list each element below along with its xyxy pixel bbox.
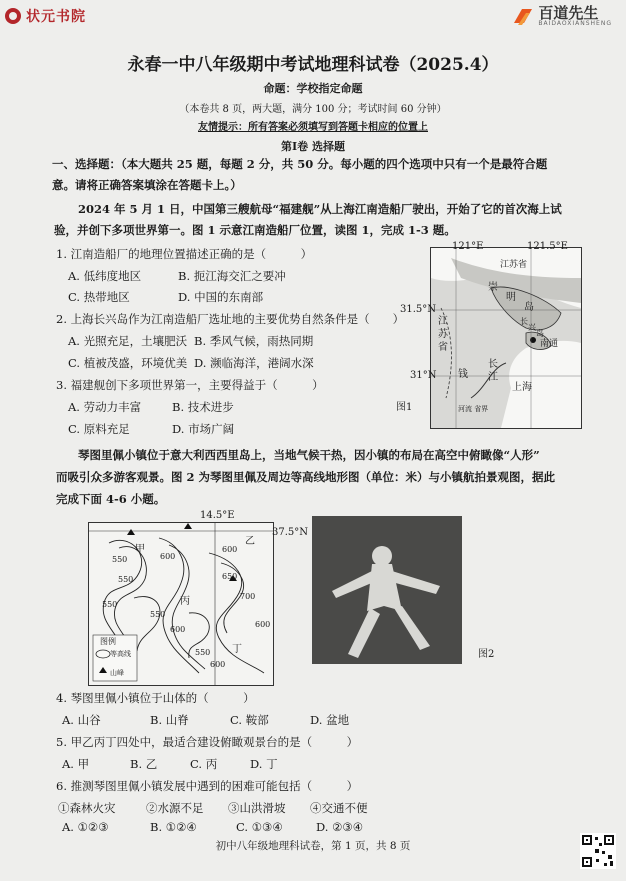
passage1-line1: 2024 年 5 月 1 日，中国第三艘航母“福建舰”从上海江南造船厂驶出，开始了它的首次海上试 (78, 202, 562, 216)
fig2-contour-label-10: 600 (210, 660, 226, 669)
passage2-line2: 而吸引众多游客观景。图 2 为琴图里佩及周边等高线地形图（单位：米）与小镇航拍景观图，据此 (56, 470, 556, 484)
q1-option-c: C. 热带地区 (68, 290, 130, 304)
fig1-label-nantong: 南通 (540, 339, 559, 349)
fig2-point-ding: 丁 (232, 644, 242, 655)
q6-item-2: ②水源不足 (146, 801, 204, 815)
section-intro-line1: 一、选择题：（本大题共 25 题，每题 2 分，共 50 分。每小题的四个选项中只有一个是最符合题 (52, 157, 548, 171)
fig1-label-sheng: 省 (438, 342, 448, 353)
q2-option-c: C. 植被茂盛，环境优美 (68, 356, 188, 370)
fig1-label-chang2: 长 (488, 359, 498, 370)
question-4: 4. 琴图里佩小镇位于山体的（ ） (56, 691, 255, 705)
fig2-contour-label-5: 650 (222, 572, 238, 581)
q5-option-b: B. 乙 (130, 757, 158, 771)
q3-option-c: C. 原料充足 (68, 422, 130, 436)
fig1-label-su: 苏 (438, 329, 448, 340)
fig2-point-yi: 乙 (245, 536, 255, 547)
q3-option-b: B. 技术进步 (172, 400, 234, 414)
q2-option-b: B. 季风气候，雨热同期 (194, 334, 314, 348)
logo-zhuangyuan-icon (4, 7, 22, 25)
fig2-contour-label-1: 550 (112, 555, 128, 564)
fig2-contour-label-8: 600 (170, 625, 186, 634)
q6-option-d: D. ②③④ (316, 820, 364, 834)
fig2-legend-peak: 山峰 (110, 669, 124, 677)
fig2-contour-label-12: 600 (255, 620, 271, 629)
figure-1-map (430, 247, 582, 429)
question-2: 2. 上海长兴岛作为江南造船厂选址地的主要优势自然条件是（ ） (56, 312, 405, 326)
fig2-contour-label-6: 700 (240, 592, 256, 601)
q1-option-b: B. 扼江海交汇之要冲 (178, 269, 286, 283)
q6-option-c: C. ①③④ (236, 820, 283, 834)
fig1-label-shanghai: 上海 (512, 382, 532, 393)
fig2-contour-label-11: 550 (102, 600, 118, 609)
logo-baidao (512, 6, 612, 27)
fig1-legend: 河流 省界 (458, 405, 489, 413)
part-title: 第Ⅰ卷 选择题 (281, 140, 345, 153)
q4-option-d: D. 盆地 (310, 713, 350, 727)
question-1: 1. 江南造船厂的地理位置描述正确的是（ ） (56, 247, 313, 261)
fig1-label-jiang2: 江 (488, 372, 498, 383)
q5-option-a: A. 甲 (62, 757, 90, 771)
q1-option-a: A. 低纬度地区 (68, 269, 142, 283)
fig2-contour-label-9: 550 (195, 648, 211, 657)
fig1-label-jiang: 江 (438, 316, 448, 327)
q2-option-a: A. 光照充足，土壤肥沃 (68, 334, 188, 348)
q6-item-3: ③山洪滑坡 (228, 801, 286, 815)
fig1-label-chong: 崇 (488, 282, 498, 293)
exam-title: 永春一中八年级期中考试地理科试卷（2025.4） (127, 55, 499, 75)
fig2-point-bing: 丙 (180, 596, 190, 607)
qr-code-icon (580, 833, 616, 869)
fig1-label-jiangsu-north: 江苏省 (500, 260, 528, 270)
exam-tip: 友情提示：所有答案必须填写到答题卡相应的位置上 (198, 122, 428, 133)
fig1-label-xing: 兴 (528, 323, 536, 332)
q1-option-d: D. 中国的东南部 (178, 290, 264, 304)
fig2-lat: 37.5°N (272, 527, 309, 538)
fig1-label-ming: 明 (506, 292, 516, 303)
logo-zhuangyuan (4, 6, 86, 26)
q5-option-d: D. 丁 (250, 757, 278, 771)
fig1-label-chang: 长 (520, 317, 528, 326)
question-5: 5. 甲乙丙丁四处中，最适合建设俯瞰观景台的是（ ） (56, 735, 359, 749)
fig1-label-dao2: 岛 (536, 329, 544, 338)
fig1-lon1: 121°E (452, 241, 484, 252)
logo-zhuangyuan-text: 状元书院 (26, 9, 86, 25)
q6-option-b: B. ①②④ (150, 820, 197, 834)
fig2-caption: 图2 (478, 649, 495, 660)
q4-option-b: B. 山脊 (150, 713, 189, 727)
fig1-caption: 图1 (396, 402, 413, 413)
fig2-contour-label-2: 600 (160, 552, 176, 561)
logo-baidao-text: 百道先生 (538, 4, 599, 22)
q3-option-d: D. 市场广阔 (172, 422, 235, 436)
q3-option-a: A. 劳动力丰富 (68, 400, 142, 414)
logo-baidao-icon (512, 7, 534, 27)
logo-baidao-sub: BAIDAOXIANSHENG (538, 20, 612, 27)
q5-option-c: C. 丙 (190, 757, 218, 771)
aerial-photo (312, 516, 462, 664)
fig1-lat1: 31.5°N (400, 304, 437, 315)
passage1-line2: 验，并创下多项世界第一。图 1 示意江南造船厂位置，读图 1，完成 1-3 题。 (54, 223, 456, 237)
qr-code (580, 833, 616, 869)
question-3: 3. 福建舰创下多项世界第一，主要得益于（ ） (56, 378, 324, 392)
fig2-contour-label-3: 550 (118, 575, 134, 584)
fig2-legend-title: 图例 (100, 637, 116, 646)
q4-option-a: A. 山谷 (62, 713, 101, 727)
fig1-lon2: 121.5°E (527, 241, 568, 252)
passage2-line1: 琴图里佩小镇位于意大利西西里岛上，当地气候干热，因小镇的布局在高空中俯瞰像“人形” (78, 448, 540, 462)
figure-1-svg (431, 248, 581, 428)
aerial-photo-svg (312, 516, 462, 664)
fig1-label-qian: 钱 (458, 369, 468, 380)
q6-item-1: ①森林火灾 (58, 801, 116, 815)
fig2-contour-label-7: 550 (150, 610, 166, 619)
exam-meta: （本卷共 8 页，两大题，满分 100 分；考试时间 60 分钟） (179, 104, 447, 115)
fig2-contour-label-4: 600 (222, 545, 238, 554)
fig2-lon: 14.5°E (200, 510, 235, 521)
fig2-legend-contour: 等高线 (110, 650, 131, 658)
fig2-point-jia: 甲 (135, 544, 145, 555)
question-6: 6. 推测琴图里佩小镇发展中遇到的困难可能包括（ ） (56, 779, 359, 793)
passage2-line3: 完成下面 4-6 小题。 (56, 492, 166, 506)
q4-option-c: C. 鞍部 (230, 713, 269, 727)
page-footer: 初中八年级地理科试卷，第 1 页，共 8 页 (215, 840, 411, 852)
q6-item-4: ④交通不便 (310, 801, 368, 815)
exam-subtitle: 命题：学校指定命题 (263, 82, 363, 95)
q6-option-a: A. ①②③ (62, 820, 109, 834)
q2-option-d: D. 濒临海洋，港阔水深 (194, 356, 314, 370)
section-intro-line2: 意。请将正确答案填涂在答题卡上。） (52, 178, 242, 192)
fig1-label-dao: 岛 (524, 302, 534, 313)
fig1-lat2: 31°N (410, 370, 437, 381)
